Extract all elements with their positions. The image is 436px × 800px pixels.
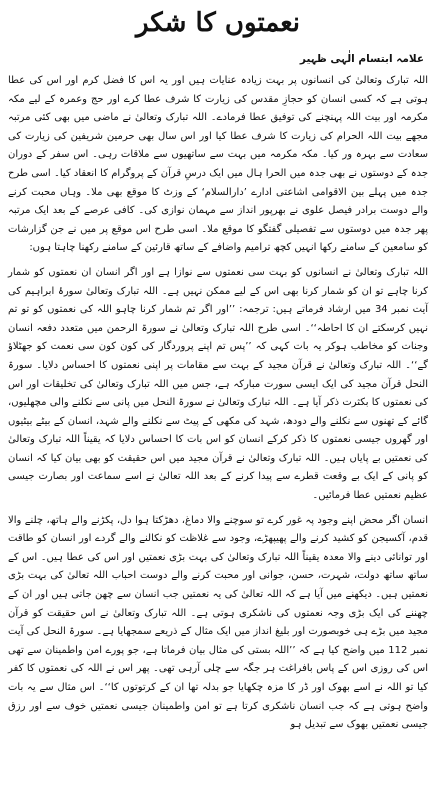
article-body <box>8 72 428 735</box>
article-title: نعمتوں کا شکر <box>135 8 301 38</box>
article-paragraph: اللہ تبارک وتعالیٰ نے انسانوں کو بہت سی نعمتوں سے نوازا ہے اور اگر انسان ان نعمتوں کو شمار کرنا چاہے تو ان کو شمار کرنا بھی اس کے لیے ممکن نہیں ہے۔ اللہ تبارک وتعالیٰ سورۂ ابراہیم کی آیت نمبر 34 میں ارشاد فرماتے ہیں: ترجمہ: ’’اور اگر تم شمار کرنا چاہو اللہ کی نعمتوں کو تو تم نہیں کرسکتے ان کا احاطہ‘‘۔ اسی طرح اللہ تبارک وتعالیٰ نے سورۃ الرحمن میں متعدد دفعہ انسان وجنات کو مخاطب ہوکر یہ بات کہی کہ ’’پس تم اپنے پروردگار کی کون کون سی نعمت کو جھٹلاؤ گے‘‘۔ اللہ تبارک وتعالیٰ نے قرآن مجید کے بہت سے مقامات پر اپنی نعمتوں کا احساس دلایا۔ سورۃ النحل قرآن مجید کی ایک ایسی سورت مبارکہ ہے، جس میں اللہ تبارک وتعالیٰ کی تخلیقات اور اس کی نعمتوں کا بکثرت ذکر آیا ہے۔ اللہ تبارک وتعالیٰ نے سورۃ النحل میں پانی سے نکلنے والی مچھلیوں، گائے کے تھنوں سے نکلنے والے دودھ، شہد کی مکھی کے پیٹ سے نکلنے والے شہد، انسان کے بیٹے بیٹیوں اور گھروں جیسی نعمتوں کا ذکر کرکے انسان کو اس بات کا احساس دلایا کہ یقیناً اللہ تبارک وتعالیٰ کی نعمتیں بے پایاں ہیں۔ اللہ تبارک وتعالیٰ نے قرآن مجید میں اس حقیقت کو بھی بیان کیا کہ انسان کو پانی کے ایک بے وقعت قطرے سے پیدا کرنے کے بعد اللہ تعالیٰ نے اسے سماعت اور بصارت جیسی عظیم نعمتیں عطا فرمائیں۔ <box>8 266 429 502</box>
article-paragraph: اللہ تبارک وتعالیٰ کی انسانوں پر بہت زیادہ عنایات ہیں اور یہ اس کا فضل کرم اور اس کی عطا ہوتی ہے کہ کسی انسان کو حجازِ مقدس کی زیارت کا شرف عطا کرے اور حج وعمرہ کے لیے مکہ مکرمہ اور بیت اللہ پہنچنے کی توفیق عطا فرمادے۔ اللہ تبارک وتعالیٰ نے ماضی میں بھی کئی مرتبہ مجھے بیت اللہ الحرام کی زیارت کا شرف عطا کیا اور اس سال بھی حرمین شریفین کی زیارت کی سعادت سے بہرہ ور کیا۔ مکہ مکرمہ میں بہت سے ساتھیوں سے ملاقات رہی۔ اس سفر کے دوران جدہ کے دوستوں نے بھی جدہ میں الحرا ہال میں ایک درسِ قرآن کے پروگرام کا انعقاد کیا۔ اسی طرح جدہ میں پہلے بین الاقوامی اشاعتی ادارے ’دارالسلام‘ کے وزٹ کا موقع بھی ملا۔ وہاں محبت کرنے والے دوست برادر فیصل علوی نے بھرپور انداز سے مہمان نوازی کی۔ کافی عرصے کے بعد ایک مرتبہ پھر جدہ میں دوستوں سے تفصیلی گفتگو کا موقع ملا۔ اسی طرح اس موقع پر میں نے جن گزارشات کو سامعین کے سامنے رکھا انہیں کچھ ترامیم واضافے کے ساتھ قارئین کے سامنے رکھنا چاہتا ہوں: <box>8 75 429 254</box>
article-paragraph: انسان اگر محض اپنے وجود پہ غور کرے تو سوچنے والا دماغ، دھڑکتا ہوا دل، پکڑنے والے ہاتھ، چلنے والا قدم، آکسیجن کو کشید کرنے والے پھیپھڑے، وجود سے غلاظت کو نکالنے والے گردے اور انسان کو طاقت اور توانائی دینے والا معدہ یقیناً اللہ تبارک وتعالیٰ کی بہت بڑی نعمتیں اور اس کی عطا ہیں۔ اس کے ساتھ ساتھ دولت، شہرت، حسن، جوانی اور محبت کرنے والے دوست احباب اللہ تعالیٰ کی بہت بڑی نعمتیں ہیں۔ دیکھنے میں آیا ہے کہ اللہ تعالیٰ کی یہ نعمتیں جب انسان سے چھن جاتی ہیں اور ان کے چھننے کی ایک بڑی وجہ نعمتوں کی ناشکری ہوتی ہے۔ اللہ تبارک وتعالیٰ نے اس حقیقت کو قرآن مجید میں بڑے ہی خوبصورت اور بلیغ انداز میں ایک مثال کے ذریعے سمجھایا ہے۔ سورۃ النحل کی آیت نمبر 112 میں واضح کیا ہے کہ ’’اللہ بستی کی مثال بیان فرماتا ہے، جو پورے امن واطمینان سے تھی اس کی روزی اس کے پاس بافراغت ہر جگہ سے چلی آرہی تھی۔ پھر اس نے اللہ کی نعمتوں کا کفر کیا تو اللہ نے اسے بھوک اور ڈر کا مزہ چکھایا جو بدلہ تھا ان کے کرتوتوں کا‘‘۔ اس مثال سے یہ بات واضح ہوتی ہے کہ جب انسان ناشکری کرتا ہے تو امن واطمینان جیسی نعمتیں خوف سے اور رزق جیسی نعمتیں بھوک سے تبدیل ہو <box>8 514 428 731</box>
author-byline: علامہ ابتسام الٰہی ظہیر <box>299 53 424 65</box>
